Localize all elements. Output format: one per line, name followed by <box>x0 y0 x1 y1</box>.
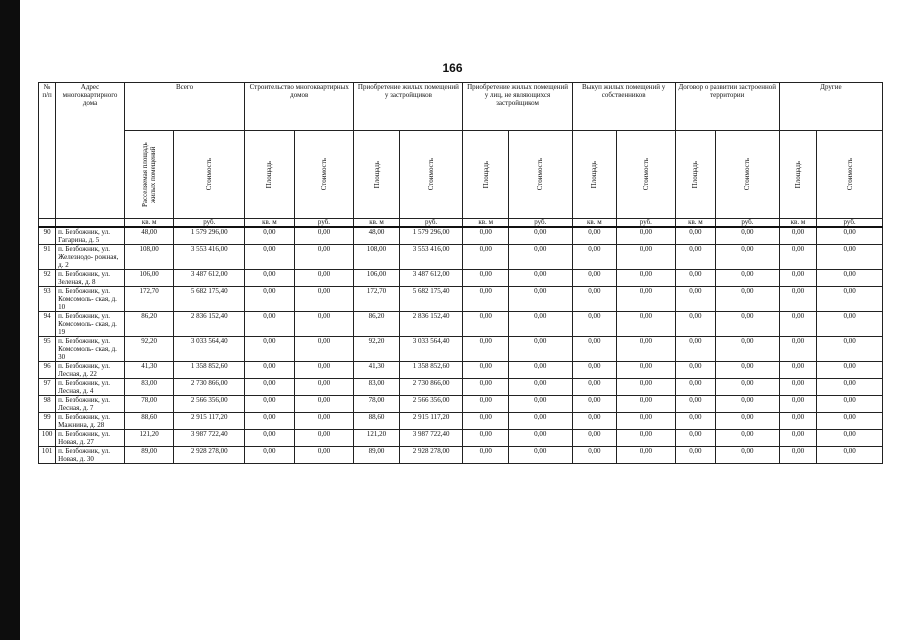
header-subcolumn-row <box>39 131 883 219</box>
header-group: Другие <box>779 83 882 131</box>
unit-label: руб. <box>174 219 245 228</box>
table-row <box>39 287 883 312</box>
row-value-cell: 0,00 <box>245 287 295 312</box>
row-number: 100 <box>39 430 56 447</box>
subcolumn-header <box>124 131 174 219</box>
unit-label: руб. <box>508 219 572 228</box>
subcolumn-header <box>399 131 463 219</box>
row-value-cell: 0,00 <box>463 430 508 447</box>
row-value-cell: 0,00 <box>617 362 676 379</box>
row-value-cell: 1 358 852,60 <box>399 362 463 379</box>
row-value-cell: 0,00 <box>572 413 616 430</box>
row-value-cell: 106,00 <box>124 270 174 287</box>
row-value-cell: 1 579 296,00 <box>174 227 245 245</box>
row-value-cell: 89,00 <box>124 447 174 464</box>
row-value-cell: 0,00 <box>463 379 508 396</box>
header-no: № п/п <box>39 83 56 219</box>
row-value-cell: 3 987 722,40 <box>399 430 463 447</box>
row-value-cell: 0,00 <box>508 430 572 447</box>
page-number: 166 <box>442 61 463 75</box>
subcolumn-header <box>716 131 780 219</box>
row-value-cell: 0,00 <box>508 447 572 464</box>
row-value-cell: 0,00 <box>572 379 616 396</box>
row-value-cell: 0,00 <box>294 362 354 379</box>
row-value-cell: 0,00 <box>617 337 676 362</box>
row-value-cell: 0,00 <box>817 362 883 379</box>
row-value-cell: 0,00 <box>779 227 816 245</box>
row-value-cell: 0,00 <box>508 245 572 270</box>
row-value-cell: 2 928 278,00 <box>174 447 245 464</box>
row-value-cell: 0,00 <box>463 245 508 270</box>
row-value-cell: 0,00 <box>779 379 816 396</box>
row-value-cell: 0,00 <box>572 312 616 337</box>
row-value-cell: 0,00 <box>245 396 295 413</box>
row-value-cell: 3 553 416,00 <box>174 245 245 270</box>
row-value-cell: 0,00 <box>716 362 780 379</box>
row-address: п. Безбожник, ул. Новая, д. 27 <box>56 430 125 447</box>
subcolumn-header <box>675 131 715 219</box>
unit-label: кв. м <box>779 219 816 228</box>
row-value-cell: 0,00 <box>779 312 816 337</box>
row-value-cell: 0,00 <box>675 270 715 287</box>
row-value-cell: 0,00 <box>617 430 676 447</box>
row-value-cell: 3 987 722,40 <box>174 430 245 447</box>
row-value-cell: 0,00 <box>463 270 508 287</box>
subcolumn-header-label: Площадь <box>691 160 700 189</box>
row-value-cell: 0,00 <box>463 227 508 245</box>
unit-label: кв. м <box>463 219 508 228</box>
row-address: п. Безбожник, ул. Железнодо- рожная, д. 2 <box>56 245 125 270</box>
header-group: Строительство многоквартирных домов <box>245 83 354 131</box>
row-value-cell: 0,00 <box>617 227 676 245</box>
row-value-cell: 83,00 <box>354 379 399 396</box>
row-value-cell: 0,00 <box>294 447 354 464</box>
header-units-row <box>39 219 883 228</box>
row-number: 94 <box>39 312 56 337</box>
row-value-cell: 0,00 <box>508 396 572 413</box>
row-value-cell: 108,00 <box>124 245 174 270</box>
row-value-cell: 0,00 <box>617 379 676 396</box>
row-address: п. Безбожник, ул. Мажнина, д. 28 <box>56 413 125 430</box>
row-value-cell: 0,00 <box>245 362 295 379</box>
subcolumn-header <box>354 131 399 219</box>
subcolumn-header-label: Стоимость <box>205 158 214 191</box>
row-value-cell: 2 730 866,00 <box>174 379 245 396</box>
table-row <box>39 227 883 245</box>
row-value-cell: 0,00 <box>817 287 883 312</box>
row-value-cell: 0,00 <box>245 227 295 245</box>
units-blank <box>39 219 56 228</box>
subcolumn-header <box>817 131 883 219</box>
subcolumn-header-label: Стоимость <box>427 158 436 191</box>
row-value-cell: 172,70 <box>354 287 399 312</box>
row-value-cell: 92,20 <box>124 337 174 362</box>
row-value-cell: 0,00 <box>779 413 816 430</box>
row-value-cell: 48,00 <box>354 227 399 245</box>
row-value-cell: 0,00 <box>675 396 715 413</box>
row-value-cell: 2 928 278,00 <box>399 447 463 464</box>
row-value-cell: 0,00 <box>675 379 715 396</box>
row-value-cell: 0,00 <box>779 430 816 447</box>
row-value-cell: 0,00 <box>508 312 572 337</box>
row-value-cell: 2 836 152,40 <box>174 312 245 337</box>
row-value-cell: 0,00 <box>508 337 572 362</box>
row-value-cell: 0,00 <box>716 245 780 270</box>
row-value-cell: 0,00 <box>675 245 715 270</box>
row-value-cell: 172,70 <box>124 287 174 312</box>
row-value-cell: 0,00 <box>817 430 883 447</box>
row-value-cell: 3 033 564,40 <box>399 337 463 362</box>
unit-label: руб. <box>716 219 780 228</box>
subcolumn-header-label: Стоимость <box>536 158 545 191</box>
row-value-cell: 0,00 <box>617 287 676 312</box>
row-address: п. Безбожник, ул. Комсомоль- ская, д. 10 <box>56 287 125 312</box>
subcolumn-header <box>294 131 354 219</box>
row-value-cell: 0,00 <box>779 245 816 270</box>
row-value-cell: 0,00 <box>572 245 616 270</box>
subcolumn-header-label: Площадь <box>481 160 490 189</box>
row-value-cell: 0,00 <box>779 362 816 379</box>
row-value-cell: 0,00 <box>716 430 780 447</box>
row-value-cell: 0,00 <box>294 287 354 312</box>
row-value-cell: 88,60 <box>354 413 399 430</box>
row-value-cell: 48,00 <box>124 227 174 245</box>
row-value-cell: 86,20 <box>124 312 174 337</box>
row-value-cell: 88,60 <box>124 413 174 430</box>
row-number: 91 <box>39 245 56 270</box>
subcolumn-header-label: Стоимость <box>845 158 854 191</box>
row-value-cell: 0,00 <box>817 312 883 337</box>
row-value-cell: 0,00 <box>779 337 816 362</box>
row-value-cell: 0,00 <box>463 396 508 413</box>
row-value-cell: 0,00 <box>572 396 616 413</box>
table-row <box>39 312 883 337</box>
row-value-cell: 0,00 <box>617 413 676 430</box>
row-value-cell: 0,00 <box>572 430 616 447</box>
unit-label: кв. м <box>354 219 399 228</box>
row-value-cell: 41,30 <box>124 362 174 379</box>
row-value-cell: 0,00 <box>508 287 572 312</box>
subcolumn-header-label: Площадь <box>372 160 381 189</box>
row-value-cell: 0,00 <box>245 245 295 270</box>
table-row <box>39 430 883 447</box>
row-value-cell: 0,00 <box>245 337 295 362</box>
subcolumn-header <box>779 131 816 219</box>
row-value-cell: 1 579 296,00 <box>399 227 463 245</box>
row-value-cell: 0,00 <box>675 362 715 379</box>
row-value-cell: 0,00 <box>617 270 676 287</box>
subcolumn-header <box>572 131 616 219</box>
row-value-cell: 0,00 <box>675 413 715 430</box>
table-row <box>39 396 883 413</box>
row-value-cell: 3 033 564,40 <box>174 337 245 362</box>
row-address: п. Безбожник, ул. Зеленая, д. 8 <box>56 270 125 287</box>
row-value-cell: 5 682 175,40 <box>399 287 463 312</box>
unit-label: кв. м <box>124 219 174 228</box>
subcolumn-header-label: Стоимость <box>743 158 752 191</box>
table-row <box>39 362 883 379</box>
row-value-cell: 0,00 <box>817 337 883 362</box>
subcolumn-header-label: Стоимость <box>641 158 650 191</box>
row-address: п. Безбожник, ул. Комсомоль- ская, д. 30 <box>56 337 125 362</box>
header-group: Приобретение жилых помещений у лиц, не являющихся застройщиком <box>463 83 572 131</box>
header-group: Приобретение жилых помещений у застройщиков <box>354 83 463 131</box>
row-value-cell: 0,00 <box>245 430 295 447</box>
row-value-cell: 0,00 <box>572 270 616 287</box>
row-value-cell: 121,20 <box>124 430 174 447</box>
scan-edge-bar <box>0 0 20 640</box>
header-group: Всего <box>124 83 244 131</box>
unit-label: руб. <box>817 219 883 228</box>
row-value-cell: 0,00 <box>245 379 295 396</box>
row-value-cell: 41,30 <box>354 362 399 379</box>
table-row <box>39 245 883 270</box>
row-value-cell: 0,00 <box>817 227 883 245</box>
row-value-cell: 83,00 <box>124 379 174 396</box>
row-value-cell: 0,00 <box>716 413 780 430</box>
subcolumn-header <box>245 131 295 219</box>
row-value-cell: 0,00 <box>294 245 354 270</box>
resettlement-table <box>38 82 883 464</box>
row-value-cell: 2 915 117,20 <box>174 413 245 430</box>
row-value-cell: 0,00 <box>463 413 508 430</box>
row-value-cell: 0,00 <box>294 430 354 447</box>
row-value-cell: 0,00 <box>779 396 816 413</box>
row-value-cell: 0,00 <box>817 270 883 287</box>
row-value-cell: 0,00 <box>508 227 572 245</box>
row-value-cell: 0,00 <box>716 447 780 464</box>
row-value-cell: 0,00 <box>817 396 883 413</box>
table-body <box>39 227 883 464</box>
subcolumn-header-label: Площадь <box>590 160 599 189</box>
row-value-cell: 0,00 <box>294 312 354 337</box>
row-number: 96 <box>39 362 56 379</box>
row-value-cell: 108,00 <box>354 245 399 270</box>
row-value-cell: 0,00 <box>294 413 354 430</box>
subcolumn-header-label: Площадь <box>793 160 802 189</box>
row-value-cell: 3 553 416,00 <box>399 245 463 270</box>
row-value-cell: 0,00 <box>716 337 780 362</box>
row-value-cell: 0,00 <box>817 379 883 396</box>
row-value-cell: 78,00 <box>354 396 399 413</box>
row-value-cell: 0,00 <box>779 270 816 287</box>
units-blank <box>56 219 125 228</box>
row-value-cell: 0,00 <box>617 312 676 337</box>
row-value-cell: 0,00 <box>716 312 780 337</box>
row-value-cell: 2 836 152,40 <box>399 312 463 337</box>
row-value-cell: 0,00 <box>675 227 715 245</box>
row-value-cell: 0,00 <box>245 413 295 430</box>
row-value-cell: 92,20 <box>354 337 399 362</box>
row-value-cell: 0,00 <box>508 270 572 287</box>
row-value-cell: 106,00 <box>354 270 399 287</box>
subcolumn-header <box>463 131 508 219</box>
row-value-cell: 0,00 <box>675 447 715 464</box>
row-value-cell: 86,20 <box>354 312 399 337</box>
row-value-cell: 0,00 <box>508 413 572 430</box>
unit-label: кв. м <box>675 219 715 228</box>
row-value-cell: 0,00 <box>572 362 616 379</box>
table-row <box>39 379 883 396</box>
subcolumn-header-label: Стоимость <box>319 158 328 191</box>
row-value-cell: 0,00 <box>716 379 780 396</box>
row-value-cell: 0,00 <box>572 337 616 362</box>
row-number: 95 <box>39 337 56 362</box>
row-value-cell: 2 730 866,00 <box>399 379 463 396</box>
row-value-cell: 0,00 <box>716 287 780 312</box>
unit-label: руб. <box>617 219 676 228</box>
row-number: 90 <box>39 227 56 245</box>
row-value-cell: 0,00 <box>463 287 508 312</box>
row-address: п. Безбожник, ул. Новая, д. 30 <box>56 447 125 464</box>
table-row <box>39 447 883 464</box>
subcolumn-header <box>617 131 676 219</box>
row-value-cell: 1 358 852,60 <box>174 362 245 379</box>
row-value-cell: 2 566 356,00 <box>174 396 245 413</box>
row-value-cell: 0,00 <box>716 396 780 413</box>
row-value-cell: 2 566 356,00 <box>399 396 463 413</box>
row-number: 92 <box>39 270 56 287</box>
table-row <box>39 413 883 430</box>
row-value-cell: 0,00 <box>675 287 715 312</box>
row-address: п. Безбожник, ул. Лесная, д. 4 <box>56 379 125 396</box>
header-group-row <box>39 83 883 131</box>
row-address: п. Безбожник, ул. Лесная, д. 7 <box>56 396 125 413</box>
row-value-cell: 0,00 <box>572 287 616 312</box>
row-value-cell: 0,00 <box>463 447 508 464</box>
unit-label: руб. <box>399 219 463 228</box>
row-value-cell: 0,00 <box>617 396 676 413</box>
subcolumn-header <box>174 131 245 219</box>
row-value-cell: 0,00 <box>463 362 508 379</box>
row-number: 93 <box>39 287 56 312</box>
row-value-cell: 0,00 <box>716 270 780 287</box>
row-value-cell: 0,00 <box>617 245 676 270</box>
row-number: 99 <box>39 413 56 430</box>
row-value-cell: 3 487 612,00 <box>174 270 245 287</box>
subcolumn-header <box>508 131 572 219</box>
row-value-cell: 0,00 <box>294 337 354 362</box>
table-row <box>39 337 883 362</box>
row-value-cell: 0,00 <box>508 379 572 396</box>
row-value-cell: 2 915 117,20 <box>399 413 463 430</box>
row-value-cell: 0,00 <box>716 227 780 245</box>
row-value-cell: 0,00 <box>294 379 354 396</box>
row-value-cell: 0,00 <box>779 447 816 464</box>
header-group: Выкуп жилых помещений у собственников <box>572 83 675 131</box>
row-value-cell: 0,00 <box>817 447 883 464</box>
row-value-cell: 0,00 <box>817 413 883 430</box>
row-value-cell: 0,00 <box>245 312 295 337</box>
table-row <box>39 270 883 287</box>
row-address: п. Безбожник, ул. Комсомоль- ская, д. 19 <box>56 312 125 337</box>
row-value-cell: 0,00 <box>245 447 295 464</box>
unit-label: кв. м <box>245 219 295 228</box>
row-value-cell: 0,00 <box>779 287 816 312</box>
row-number: 97 <box>39 379 56 396</box>
header-address: Адрес многоквартирного дома <box>56 83 125 219</box>
unit-label: кв. м <box>572 219 616 228</box>
row-value-cell: 5 682 175,40 <box>174 287 245 312</box>
row-number: 98 <box>39 396 56 413</box>
row-value-cell: 0,00 <box>463 337 508 362</box>
row-address: п. Безбожник, ул. Гагарина, д. 5 <box>56 227 125 245</box>
row-value-cell: 0,00 <box>463 312 508 337</box>
row-value-cell: 0,00 <box>508 362 572 379</box>
row-value-cell: 0,00 <box>617 447 676 464</box>
row-value-cell: 0,00 <box>675 312 715 337</box>
row-value-cell: 0,00 <box>294 227 354 245</box>
row-value-cell: 0,00 <box>245 270 295 287</box>
row-value-cell: 0,00 <box>817 245 883 270</box>
subcolumn-header-label: Площадь <box>265 160 274 189</box>
row-value-cell: 121,20 <box>354 430 399 447</box>
row-value-cell: 0,00 <box>675 337 715 362</box>
unit-label: руб. <box>294 219 354 228</box>
row-value-cell: 0,00 <box>294 396 354 413</box>
row-number: 101 <box>39 447 56 464</box>
row-value-cell: 0,00 <box>294 270 354 287</box>
row-value-cell: 3 487 612,00 <box>399 270 463 287</box>
row-value-cell: 89,00 <box>354 447 399 464</box>
header-group: Договор о развитии застроенной территории <box>675 83 779 131</box>
row-address: п. Безбожник, ул. Лесная, д. 22 <box>56 362 125 379</box>
row-value-cell: 0,00 <box>572 447 616 464</box>
row-value-cell: 0,00 <box>675 430 715 447</box>
row-value-cell: 78,00 <box>124 396 174 413</box>
subcolumn-header-label: Расселяемая площадь жилых помещений <box>141 142 158 207</box>
row-value-cell: 0,00 <box>572 227 616 245</box>
